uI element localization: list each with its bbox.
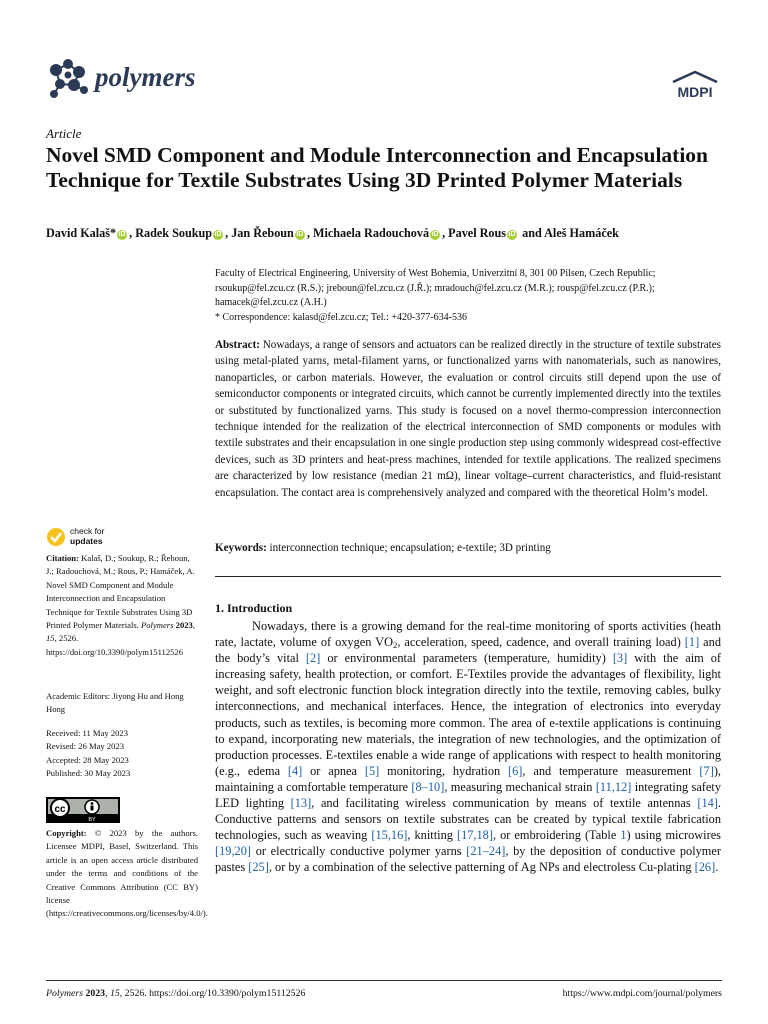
mdpi-logo-icon — [669, 70, 721, 102]
cc-by-license-badge[interactable] — [46, 797, 120, 823]
reference-link[interactable]: [25] — [248, 860, 269, 875]
author-list: David Kalaš* iD , Radek Soukup iD , Jan Řeboun iD , Michaela Radouchová iD , Pavel Rous iD and Aleš Hamáček — [46, 226, 619, 240]
affiliation-block — [215, 267, 730, 325]
reference-link[interactable]: [1] — [684, 635, 700, 650]
section-divider — [215, 576, 721, 577]
author-name[interactable]: Aleš Hamáček — [544, 226, 619, 240]
reference-link[interactable]: [4] — [287, 763, 303, 778]
copyright-block: Copyright: © 2023 by the authors. Licensee MDPI, Basel, Switzerland. This article is an open access article distributed under the terms and conditions of the Creative Commons Attribution (CC BY) license (https://creativecommons.org/licenses/by/4.0/). — [46, 828, 208, 919]
reference-link[interactable]: [5] — [364, 763, 380, 778]
keywords — [215, 542, 721, 554]
svg-text:BY: BY — [88, 817, 96, 823]
abstract-text: Nowadays, a range of sensors and actuators can be realized directly in the structure of textile substrates using metal-plated yarns, metal-filament yarns, or functionalized yarns with nanomaterials, such as nanowires, nanoparticles, or carbon materials. However, the evaluation or control circuits still depend upon the use of semiconductor components or integrated circuits, which cannot be currently implemented directly into the textiles or substituted by functionalized yarns. This study is focused on a novel thermo-compression interconnection technique intended for the realization of the electrical interconnection of SMD components or modules with textile substrates and their encapsulation in one single production step using commonly widespread cost-effective devices, such as 3D printers and heat-press machines, intended for textile applications. The realized specimens are characterized by low resistance (median 21 mΩ), linear voltage–current characteristics, and fluid-resistant encapsulation. The contact area is comprehensively analyzed and compared with the theoretical Holm’s model. — [215, 339, 722, 499]
svg-text:cc: cc — [54, 804, 66, 815]
orcid-icon[interactable]: iD — [431, 231, 439, 238]
polymers-logo-icon — [46, 56, 90, 100]
journal-name: polymers — [95, 62, 196, 92]
article-title: Novel SMD Component and Module Interconnection and Encapsulation Technique for Textile Substrates Using 3D Printed Polymer Materials — [46, 143, 709, 192]
dates-block: Received: 11 May 2023 Revised: 26 May 2023 Accepted: 28 May 2023 Published: 30 May 2023 — [46, 728, 131, 779]
reference-link[interactable]: [14] — [697, 796, 718, 811]
check-updates-icon — [46, 527, 66, 547]
reference-link[interactable]: [3] — [612, 651, 628, 666]
footer-citation: Polymers 2023, 15, 2526. https://doi.org/10.3390/polym15112526 — [46, 988, 306, 999]
table-link[interactable]: 1 — [620, 828, 627, 843]
keywords-text: interconnection technique; encapsulation; e-textile; 3D printing — [269, 542, 551, 554]
reference-link[interactable]: [8–10] — [411, 779, 445, 794]
author-name[interactable]: Radek Soukup — [135, 226, 213, 240]
orcid-icon[interactable]: iD — [214, 231, 222, 238]
reference-link[interactable]: [13] — [290, 796, 312, 811]
abstract — [215, 337, 721, 501]
reference-link[interactable]: [11,12] — [595, 779, 632, 794]
reference-link[interactable]: [15,16] — [371, 828, 408, 843]
reference-link[interactable]: [21–24] — [466, 844, 506, 859]
mdpi-logo-text: MDPI — [677, 84, 713, 100]
citation-block: Citation: Kalaš, D.; Soukup, R.; Řeboun, J.; Radouchová, M.; Rous, P.; Hamáček, A. Novel SMD Component and Module Interconnection and Encapsulation Technique for Textile Substrates Using 3D Printed Polymer Materials. Polymers 2023, 15, 2526. https://doi.org/10.3390/polym15112526 — [46, 553, 195, 657]
reference-link[interactable]: [2] — [305, 651, 321, 666]
reference-link[interactable]: [17,18] — [456, 828, 493, 843]
reference-link[interactable]: [6] — [508, 763, 523, 778]
author-name[interactable]: Michaela Radouchová — [312, 226, 430, 240]
article-type: Article — [46, 126, 82, 141]
reference-link[interactable]: [7] — [699, 763, 714, 778]
check-for-updates-button[interactable]: check for updates — [46, 527, 186, 547]
affiliation: Faculty of Electrical Engineering, University of West Bohemia, Univerzitní 8, 301 00 Pilsen, Czech Republic; rsoukup@fel.zcu.cz (R.S.); jreboun@fel.zcu.cz (J.Ř.); mradouch@fel.zcu.cz (M.R.); rousp@fel.zcu.cz (P.R.); hamacek@fel.zcu.cz (A.H.) — [215, 268, 656, 308]
orcid-icon[interactable]: iD — [296, 231, 304, 238]
footer-divider — [46, 980, 722, 981]
reference-link[interactable]: [26] — [694, 860, 716, 875]
correspondence: * Correspondence: kalasd@fel.zcu.cz; Tel.: +420-377-634-536 — [215, 311, 467, 323]
author-name[interactable]: David Kalaš — [46, 226, 110, 240]
reference-link[interactable]: [19,20] — [215, 844, 251, 859]
introduction-paragraph: Nowadays, there is a growing demand for the real-time monitoring of sports activities (heath rate, lactate, volume of oxygen $VO_2$, acceleration, speed, cadence, and overall training load) [1] and the body’s vital [2] or environmental parameters (temperature, humidity) [3] with the aim of increasing safety, health protection, or comfort. E-Textiles provide the advantages of flexibility, light weight, and soft electronic function block integration directly into the textile, removing cables, bulky interconnections, and mechanical interfaces. Hence, the integration of electronics into everyday products, such as textiles, is becoming more common. The area of e-textile applications is continuing to expand, incorporating new materials, the integration of new technologies, and the optimization of production processes. E-textiles enable a wide range of applications with respect to health monitoring (e.g., edema [4] or apnea [5] monitoring, hydration [6], and temperature measurement [7]), maintaining a comfortable temperature [8–10], measuring mechanical strain [11,12] integrating safety LED lighting [13], and facilitating wireless communication by means of textile antennas [14]. Conductive patterns and sensors on textile substrates can be created by typical textile fabrication technologies, such as weaving [15,16], knitting [17,18], or embroidering (Table 1) using microwires [19,20] or electrically conductive polymer yarns [21–24], by the deposition of conductive polymer pastes [25], or by a combination of the selective patterning of Ag NPs and electroless Cu-plating [26]. — [215, 619, 722, 875]
author-name[interactable]: Pavel Rous — [448, 226, 507, 240]
section-heading: 1. Introduction — [215, 601, 293, 615]
abstract-label: Abstract: — [215, 339, 260, 351]
keywords-label: Keywords: — [215, 542, 267, 554]
footer-journal-url[interactable]: https://www.mdpi.com/journal/polymers — [562, 988, 722, 999]
academic-editors: Academic Editors: Jiyong Hu and Hong Hong — [46, 691, 184, 715]
cc-by-icon — [46, 797, 120, 823]
orcid-icon[interactable]: iD — [508, 231, 516, 238]
author-name[interactable]: Jan Řeboun — [231, 226, 294, 240]
orcid-icon[interactable]: iD — [118, 231, 126, 238]
